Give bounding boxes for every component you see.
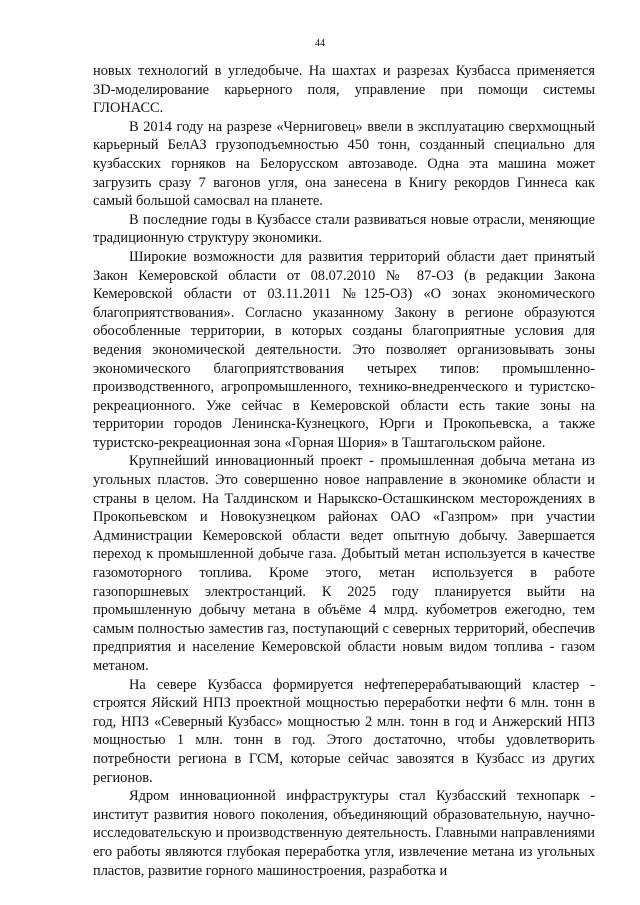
body-text (93, 62, 595, 880)
paragraph-belaz: В 2014 году на разрезе «Черниговец» ввели в эксплуатацию сверхмощный карьерный БелАЗ грузоподъемностью 450 тонн, созданный специально для кузбасских горняков на Белорусском автозаводе. Одна эта машина может загрузить сразу 7 вагонов угля, она занесена в Книгу рекордов Гиннеса как самый большой самосвал на планете. (93, 118, 595, 210)
paragraph-continuation: новых технологий в угледобыче. На шахтах и разрезах Кузбасса применяется 3D-моделирование карьерного поля, управление при помощи системы ГЛОНАСС. (93, 63, 595, 117)
paragraph-methane: Крупнейший инновационный проект - промышленная добыча метана из угольных пластов. Это совершенно новое направление в экономике области и страны в целом. На Талдинском и Нарыкско-Осташкинском месторождениях в Прокопьевском и Новокузнецком районах ОАО «Газпром» при участии Администрации Кемеровской области ведет опытную добычу. Завершается переход к промышленной добыче газа. Добытый метан используется в качестве газомоторного топлива. Кроме этого, метан используется в работе газопоршневых электростанций. К 2025 году планируется выйти на промышленную добычу метана в объёме 4 млрд. кубометров ежегодно, тем самым полностью заместив газ, поступающий с северных территорий, обеспечив предприятия и население Кемеровской области новым видом топлива - газом метаном. (93, 453, 595, 674)
page-number: 44 (315, 38, 325, 49)
paragraph-technopark: Ядром инновационной инфраструктуры стал Кузбасский технопарк - институт развития нового поколения, объединяющий образовательную, научно-исследовательскую и производственную деятельность. Главными направлениями его работы являются глубокая переработка угля, извлечение метана из угольных пластов, развитие горного машиностроения, разработка и (93, 788, 595, 879)
paragraph-new-industries: В последние годы в Кузбассе стали развиваться новые отрасли, меняющие традиционную структуру экономики. (93, 211, 595, 247)
paragraph-oil-cluster: На севере Кузбасса формируется нефтеперерабатывающий кластер - строятся Яйский НПЗ проектной мощностью переработки нефти 6 млн. тонн в год, НПЗ «Северный Кузбасс» мощностью 2 млн. тонн в год и Анжерский НПЗ мощностью 1 млн. тонн в год. Этого достаточно, чтобы удовлетворить потребности региона в ГСМ, которые сейчас завозятся в Кузбасс из других регионов. (93, 676, 595, 786)
paragraph-economic-zones: Широкие возможности для развития территорий области дает принятый Закон Кемеровской области от 08.07.2010 № 87-ОЗ (в редакции Закона Кемеровской области от 03.11.2011 №125-ОЗ) «О зонах экономического благоприятствования». Согласно указанному Закону в регионе образуются обособленные территории, в которых созданы благоприятные условия для ведения экономической деятельности. Это позволяет организовывать зоны экономического благоприятствования четырех типов: промышленно-производственного, агропромышленного, технико-внедренческого и туристско-рекреационного. Уже сейчас в Кемеровской области есть такие зоны на территории городов Ленинска-Кузнецкого, Юрги и Прокопьевска, а также туристско-рекреационная зона «Горная Шория» в Таштагольском районе. (93, 248, 595, 451)
